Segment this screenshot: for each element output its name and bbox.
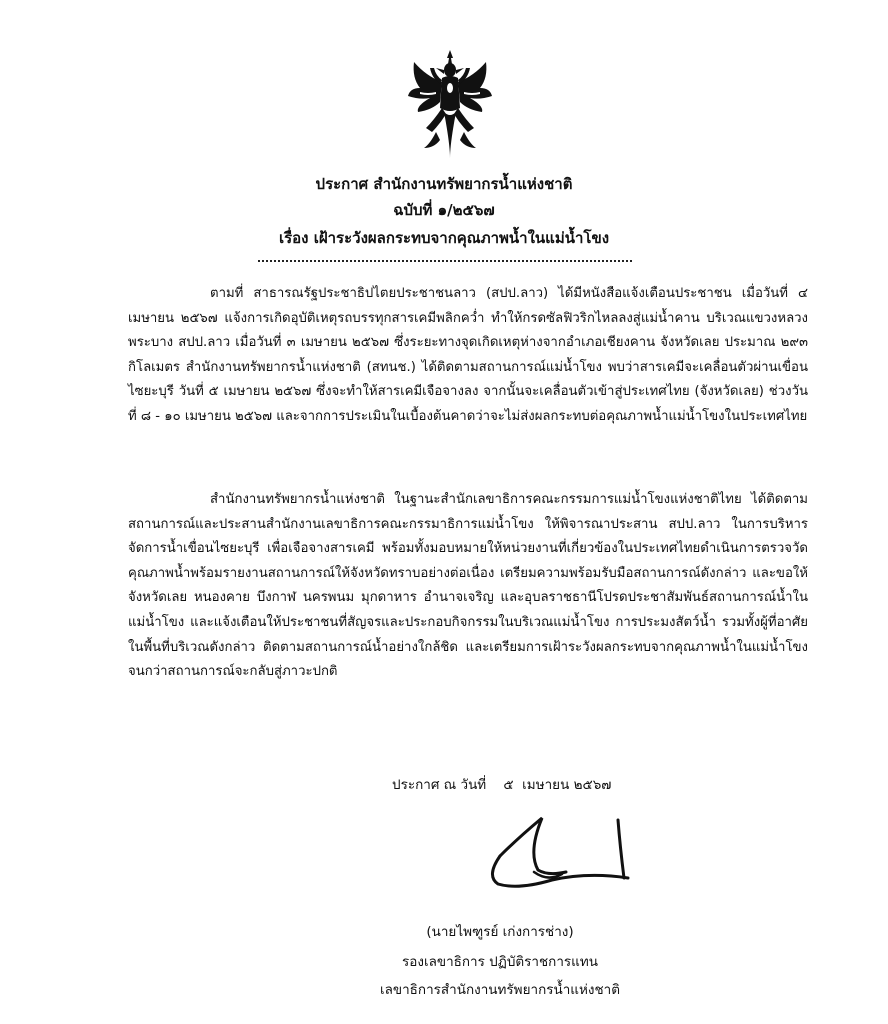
body-paragraph-1: ตามที่ สาธารณรัฐประชาธิปไตยประชาชนลาว (สปป.ลาว) ได้มีหนังสือแจ้งเตือนประชาชน เมื่อวันที่ ๔ เมษายน ๒๕๖๗ แจ้งการเกิดอุบัติเหตุรถบรรทุกสารเคมีพลิกคว่ำ ทำให้กรดซัลฟิวริกไหลลงสู่แม่น้ำคาน บริเวณแขวงหลวงพระบาง สปป.ลาว เมื่อวันที่ ๓ เมษายน ๒๕๖๗ ซึ่งระยะทางจุดเกิดเหตุห่างจากอำเภอเชียงคาน จังหวัดเลย ประมาณ ๒๙๓ กิโลเมตร สำนักงานทรัพยากรน้ำแห่งชาติ (สทนช.) ได้ติดตามสถานการณ์แม่น้ำโขง พบว่าสารเคมีจะเคลื่อนตัวผ่านเขื่อนไซยะบุรี วันที่ ๕ เมษายน ๒๕๖๗ ซึ่งจะทำให้สารเคมีเจือจางลง จากนั้นจะเคลื่อนตัวเข้าสู่ประเทศไทย (จังหวัดเลย) ช่วงวันที่ ๘ - ๑๐ เมษายน ๒๕๖๗ และจากการประเมินในเบื้องต้นคาดว่าจะไม่ส่งผลกระทบต่อคุณภาพน้ำแม่น้ำโขงในประเทศไทย [128,286,808,424]
announcement-title: ประกาศ สำนักงานทรัพยากรน้ำแห่งชาติ [315,175,573,193]
announcement-number: ฉบับที่ ๑/๒๕๖๗ [393,201,495,219]
garuda-emblem-icon [406,48,494,160]
announcement-date: ประกาศ ณ วันที่ ๕ เมษายน ๒๕๖๗ [392,777,612,793]
body-paragraph-2: สำนักงานทรัพยากรน้ำแห่งชาติ ในฐานะสำนักเลขาธิการคณะกรรมการแม่น้ำโขงแห่งชาติไทย ได้ติดตามสถานการณ์และประสานสำนักงานเลขาธิการคณะกรรมาธิการแม่น้ำโขง ให้พิจารณาประสาน สปป.ลาว ในการบริหารจัดการน้ำเขื่อนไซยะบุรี เพื่อเจือจางสารเคมี พร้อมทั้งมอบหมายให้หน่วยงานที่เกี่ยวข้องในประเทศไทยดำเนินการตรวจวัดคุณภาพน้ำพร้อมรายงานสถานการณ์ให้จังหวัดทราบอย่างต่อเนื่อง เตรียมความพร้อมรับมือสถานการณ์ดังกล่าว และขอให้จังหวัดเลย หนองคาย บึงกาฬ นครพนม มุกดาหาร อำนาจเจริญ และอุบลราชธานีโปรดประชาสัมพันธ์สถานการณ์น้ำในแม่น้ำโขง และแจ้งเตือนให้ประชาชนที่สัญจรและประกอบกิจกรรมในบริเวณแม่น้ำโขง การประมงสัตว์น้ำ รวมทั้งผู้ที่อาศัยในพื้นที่บริเวณดังกล่าว ติดตามสถานการณ์น้ำอย่างใกล้ชิด และเตรียมการเฝ้าระวังผลกระทบจากคุณภาพน้ำในแม่น้ำโขง จนกว่าสถานการณ์จะกลับสู่ภาวะปกติ [128,492,808,680]
signatory-office: เลขาธิการสำนักงานทรัพยากรน้ำแห่งชาติ [379,982,621,998]
signatory-name: (นายไพฑูรย์ เก่งการช่าง) [426,924,574,940]
signatory-position: รองเลขาธิการ ปฏิบัติราชการแทน [402,954,598,970]
announcement-subject: เรื่อง เฝ้าระวังผลกระทบจากคุณภาพน้ำในแม่น้ำโขง [278,229,610,247]
handwritten-signature-icon [478,812,646,894]
dotted-divider [258,260,632,262]
